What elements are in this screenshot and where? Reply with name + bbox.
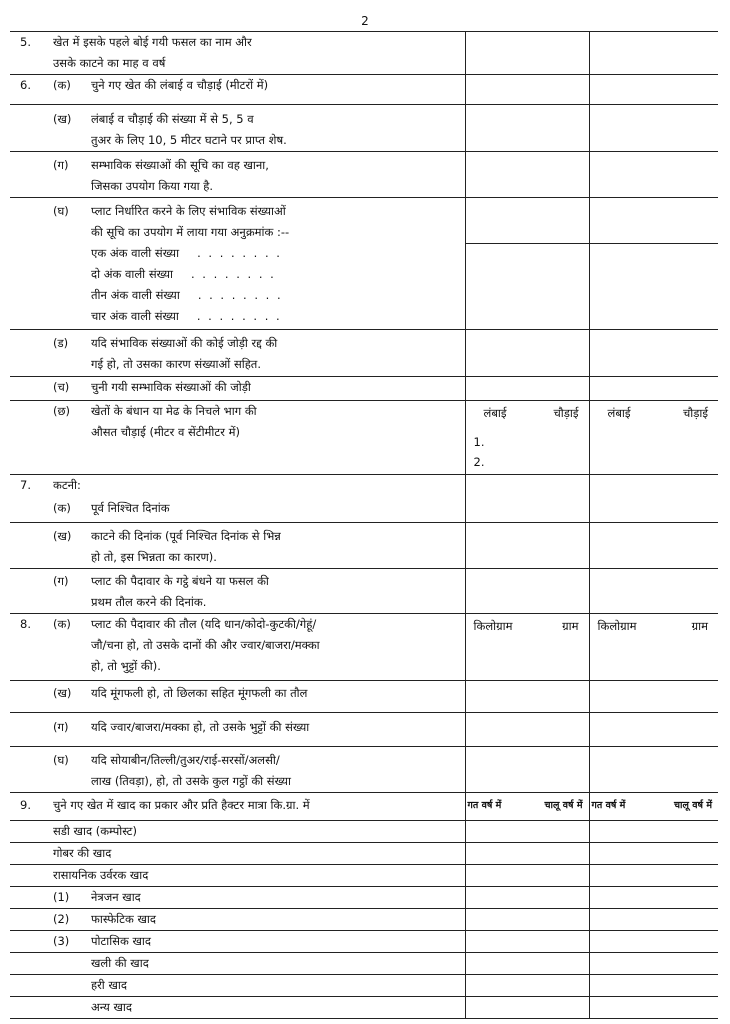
- sub-label: (क): [53, 613, 91, 680]
- sub-label: (1): [53, 886, 91, 908]
- question-number: 9.: [10, 792, 53, 820]
- answer-cell-2[interactable]: [589, 329, 718, 376]
- column-headers: लंबाई चौड़ाई: [483, 405, 579, 420]
- question-6-cha-row: [10, 376, 718, 400]
- answer-cell-1[interactable]: [465, 820, 589, 842]
- list-item: चार अंक वाली संख्या . . . . . . . .: [91, 309, 282, 323]
- answer-cell-2[interactable]: [589, 613, 718, 680]
- question-6-ka-row: [10, 75, 718, 105]
- manure-label: अन्य खाद: [91, 996, 465, 1018]
- manure-label: खली की खाद: [91, 952, 465, 974]
- numbered-list: 1. 2.: [473, 434, 485, 469]
- list-item: तीन अंक वाली संख्या . . . . . . . .: [91, 288, 283, 302]
- column-headers: गत वर्ष में चालू वर्ष में: [591, 799, 713, 811]
- answer-cell-1[interactable]: [465, 75, 589, 105]
- sub-label: (घ): [53, 204, 69, 218]
- answer-cell-2[interactable]: [589, 243, 718, 329]
- sub-label: (च): [53, 376, 91, 400]
- answer-cell-1[interactable]: [465, 32, 589, 75]
- question-text: प्लाट निर्धारित करने के लिए संभाविक संख्याओं की सूचि का उपयोग में लाया गया अनुक्रमांक :--: [91, 204, 290, 239]
- answer-cell-2[interactable]: [589, 522, 718, 568]
- question-heading: कटनी:: [53, 477, 81, 492]
- answer-cell-2[interactable]: [589, 568, 718, 613]
- manure-row: [10, 820, 718, 842]
- manure-row: [10, 974, 718, 996]
- manure-label: फास्फेटिक खाद: [91, 908, 465, 930]
- question-number: 8.: [10, 613, 53, 680]
- question-7-heading-row: [10, 474, 718, 498]
- answer-cell-1[interactable]: [465, 613, 589, 680]
- answer-cell-2[interactable]: [589, 400, 718, 474]
- manure-label: सडी खाद (कम्पोस्ट): [53, 820, 465, 842]
- question-text: यदि मूंगफली हो, तो छिलका सहित मूंगफली का तौल: [91, 680, 465, 712]
- question-number: 6.: [10, 75, 53, 105]
- manure-row: [10, 952, 718, 974]
- answer-cell-1[interactable]: [465, 474, 589, 498]
- answer-cell-1[interactable]: [465, 376, 589, 400]
- answer-cell-2[interactable]: [589, 792, 718, 820]
- answer-cell-1[interactable]: [465, 996, 589, 1018]
- manure-label: हरी खाद: [91, 974, 465, 996]
- answer-cell-2[interactable]: [589, 974, 718, 996]
- question-number: 5.: [10, 32, 53, 75]
- answer-cell-1[interactable]: [465, 952, 589, 974]
- column-headers: किलोग्राम ग्राम: [597, 618, 709, 633]
- answer-cell-2[interactable]: [589, 864, 718, 886]
- question-text: यदि ज्वार/बाजरा/मक्का हो, तो उसके भुट्टों की संख्या: [91, 712, 465, 746]
- manure-row: [10, 908, 718, 930]
- answer-cell-1[interactable]: [465, 792, 589, 820]
- answer-cell-2[interactable]: [589, 32, 718, 75]
- question-7-kha-row: [10, 522, 718, 568]
- answer-cell-2[interactable]: [589, 886, 718, 908]
- answer-cell-1[interactable]: [465, 974, 589, 996]
- question-text: काटने की दिनांक (पूर्व निश्चित दिनांक से भिन्न हो तो, इस भिन्नता का कारण).: [91, 522, 465, 568]
- answer-cell-1[interactable]: [465, 908, 589, 930]
- page-number: 2: [361, 14, 369, 28]
- question-text: लंबाई व चौड़ाई की संख्या में से 5, 5 व तुअर के लिए 10, 5 मीटर घटाने पर प्राप्त शेष.: [91, 105, 465, 152]
- list-item: एक अंक वाली संख्या . . . . . . . .: [91, 246, 282, 260]
- question-6-gha-row: [10, 198, 718, 244]
- sub-label: (क): [53, 498, 91, 522]
- manure-row: [10, 864, 718, 886]
- question-text: चुने गए खेत की लंबाई व चौड़ाई (मीटरों में): [91, 75, 465, 105]
- question-text: चुने गए खेत में खाद का प्रकार और प्रति हैक्टर मात्रा कि.ग्रा. में: [53, 792, 465, 820]
- answer-cell-1[interactable]: [465, 930, 589, 952]
- answer-cell-1[interactable]: [465, 105, 589, 152]
- answer-cell-1[interactable]: [465, 152, 589, 198]
- answer-cell-1[interactable]: [465, 522, 589, 568]
- question-number: 7.: [20, 477, 31, 492]
- question-8-kha-row: [10, 680, 718, 712]
- question-text: यदि संभाविक संख्याओं की कोई जोड़ी रद्द की गई हो, तो उसका कारण संख्याओं सहित.: [91, 329, 465, 376]
- manure-label: रासायनिक उर्वरक खाद: [53, 864, 465, 886]
- answer-cell-2[interactable]: [589, 952, 718, 974]
- answer-cell-2[interactable]: [589, 105, 718, 152]
- answer-cell-2[interactable]: [589, 820, 718, 842]
- sub-label: (2): [53, 908, 91, 930]
- column-headers: किलोग्राम ग्राम: [473, 618, 579, 633]
- sub-label: (ड): [53, 329, 91, 376]
- answer-cell-2[interactable]: [589, 152, 718, 198]
- question-text: प्लाट की पैदावार की तौल (यदि धान/कोदो-कुटकी/गेहूं/ जौ/चना हो, तो उसके दानों की और ज्वार/बाजरा/मक्का हो, तो भुट्टों की).: [91, 613, 465, 680]
- answer-cell-2[interactable]: [589, 498, 718, 522]
- answer-cell-1[interactable]: [465, 498, 589, 522]
- sub-label: (ग): [53, 568, 91, 613]
- answer-cell-2[interactable]: [589, 746, 718, 792]
- manure-label: नेत्रजन खाद: [91, 886, 465, 908]
- question-5-row: [10, 32, 718, 75]
- question-6-kha-row: [10, 105, 718, 152]
- question-text: चुनी गयी सम्भाविक संख्याओं की जोड़ी: [91, 376, 465, 400]
- sub-label: (घ): [53, 746, 91, 792]
- answer-cell-2[interactable]: [589, 75, 718, 105]
- answer-cell-2[interactable]: [589, 842, 718, 864]
- column-headers: लंबाई चौड़ाई: [607, 405, 709, 420]
- manure-label: पोटासिक खाद: [91, 930, 465, 952]
- manure-row: [10, 930, 718, 952]
- answer-cell-1[interactable]: [465, 746, 589, 792]
- question-7-ga-row: [10, 568, 718, 613]
- answer-cell-1[interactable]: [465, 198, 589, 244]
- answer-cell-2[interactable]: [589, 930, 718, 952]
- manure-row: [10, 842, 718, 864]
- answer-cell-1[interactable]: [465, 886, 589, 908]
- answer-cell-2[interactable]: [589, 680, 718, 712]
- answer-cell-2[interactable]: [589, 376, 718, 400]
- question-text: सम्भाविक संख्याओं की सूचि का वह खाना, जिसका उपयोग किया गया है.: [91, 152, 465, 198]
- question-6-ga-row: [10, 152, 718, 198]
- sub-label: (ग): [53, 712, 91, 746]
- question-text: खेत में इसके पहले बोई गयी फसल का नाम और उसके काटने का माह व वर्ष: [53, 32, 465, 75]
- answer-cell-1[interactable]: [465, 400, 589, 474]
- answer-cell-2[interactable]: [589, 996, 718, 1018]
- answer-cell-1[interactable]: [465, 568, 589, 613]
- answer-cell-1[interactable]: [465, 864, 589, 886]
- question-6-gha-list-row: [10, 243, 718, 329]
- column-headers: गत वर्ष में चालू वर्ष में: [467, 799, 583, 811]
- question-text: यदि सोयाबीन/तिल्ली/तुअर/राई-सरसों/अलसी/ लाख (तिवड़ा), हो, तो उसके कुल गट्ठों की संख्या: [91, 746, 465, 792]
- question-9-row: [10, 792, 718, 820]
- question-text: प्लाट की पैदावार के गट्ठे बंधने या फसल की प्रथम तौल करने की दिनांक.: [91, 568, 465, 613]
- question-text: खेतों के बंधान या मेढ के निचले भाग की औसत चौड़ाई (मीटर व सेंटीमीटर में): [91, 400, 465, 474]
- question-7-ka-row: [10, 498, 718, 522]
- list-item: दो अंक वाली संख्या . . . . . . . .: [91, 267, 276, 281]
- answer-cell-1[interactable]: [465, 243, 589, 329]
- answer-cell-2[interactable]: [589, 712, 718, 746]
- manure-row: [10, 996, 718, 1018]
- sub-label: (3): [53, 930, 91, 952]
- answer-cell-2[interactable]: [589, 198, 718, 244]
- question-8-ga-row: [10, 712, 718, 746]
- question-8-ka-row: [10, 613, 718, 680]
- sub-label: (ख): [53, 105, 91, 152]
- answer-cell-2[interactable]: [589, 908, 718, 930]
- sub-label: (ग): [53, 152, 91, 198]
- survey-form-table: [10, 31, 718, 1019]
- question-8-gha-row: [10, 746, 718, 792]
- sub-label: (ख): [53, 522, 91, 568]
- answer-cell-1[interactable]: [465, 842, 589, 864]
- question-6-chha-row: [10, 400, 718, 474]
- answer-cell-1[interactable]: [465, 680, 589, 712]
- answer-cell-1[interactable]: [465, 712, 589, 746]
- question-text: पूर्व निश्चित दिनांक: [91, 498, 465, 522]
- manure-row: [10, 886, 718, 908]
- question-6-da-row: [10, 329, 718, 376]
- sub-label: (छ): [53, 400, 91, 474]
- manure-label: गोबर की खाद: [53, 842, 465, 864]
- digit-count-list: [91, 243, 465, 329]
- sub-label: (क): [53, 75, 91, 105]
- answer-cell-1[interactable]: [465, 329, 589, 376]
- sub-label: (ख): [53, 680, 91, 712]
- answer-cell-2[interactable]: [589, 474, 718, 498]
